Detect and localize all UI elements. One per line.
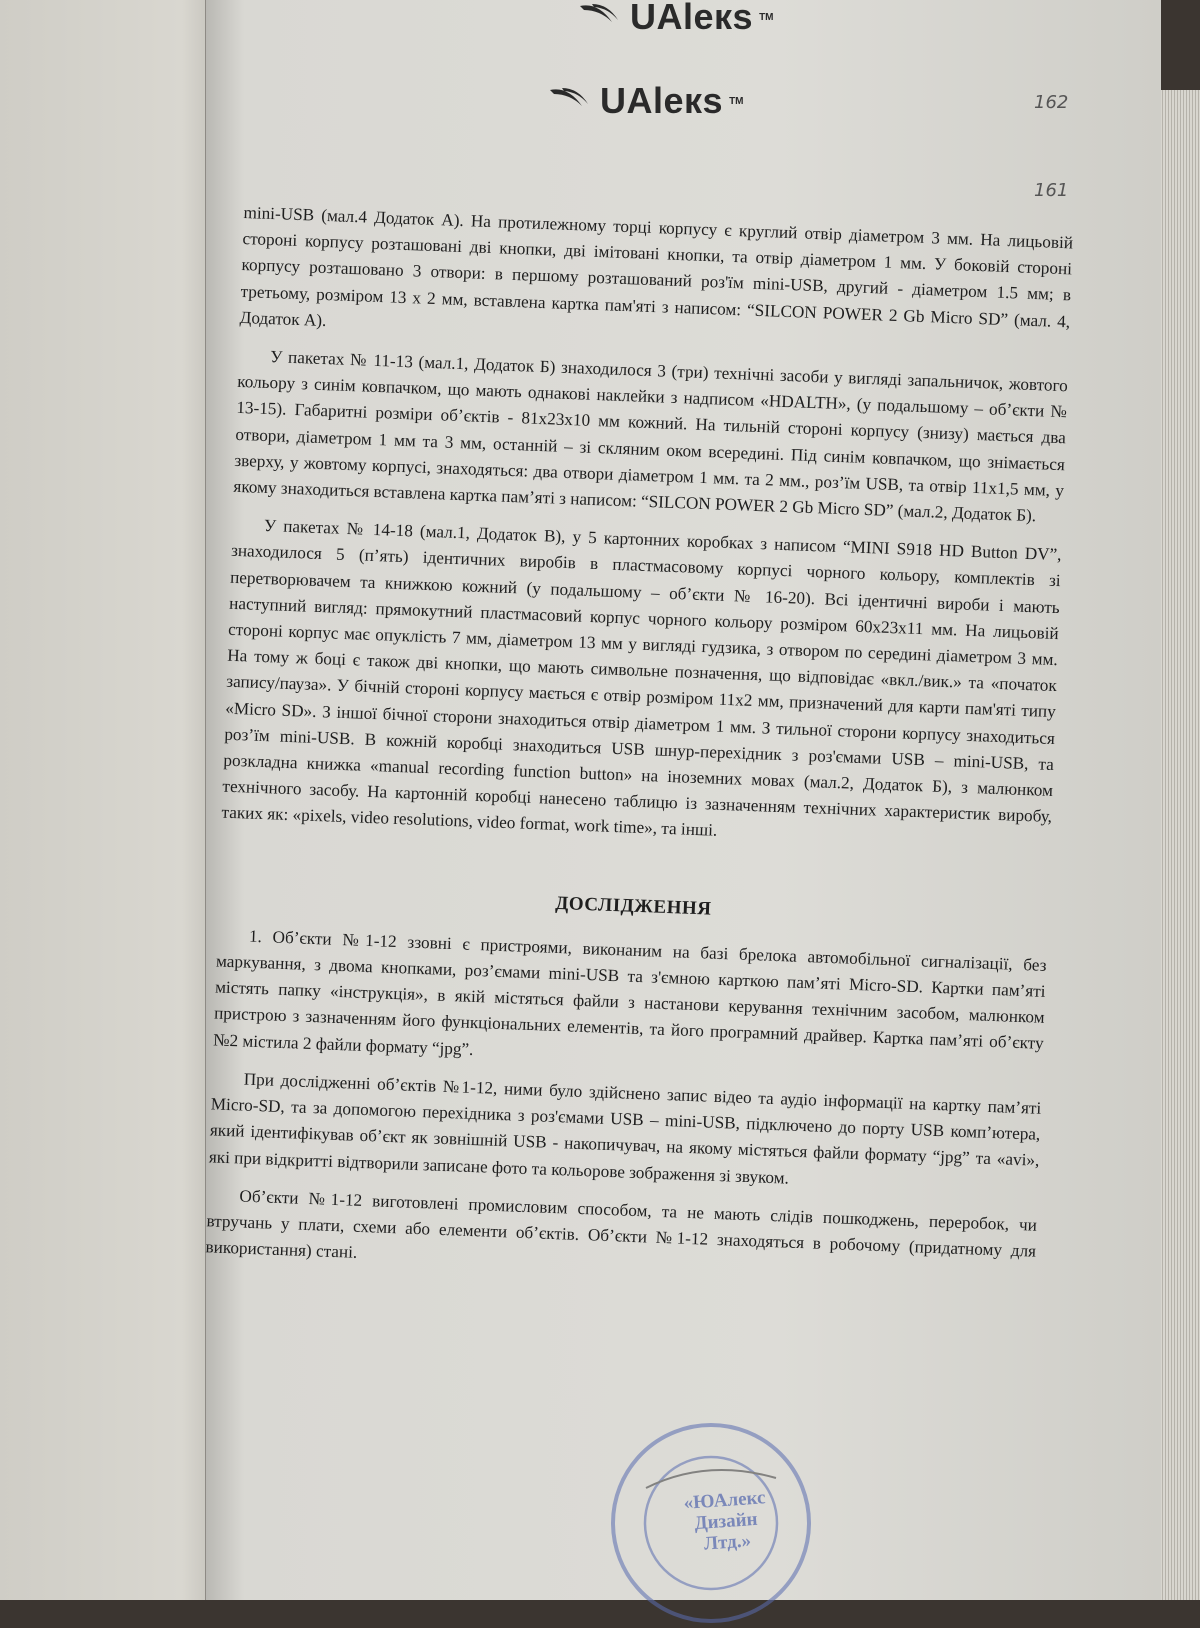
paragraph: У пакетах № 14-18 (мал.1, Додаток В), у 5 картонних коробках з написом “MINI S918 HD Button DV”, знаходилося 5 (п’ять) ідентичних виробів в пластмасовому корпусі чорного кольору, комплектів зі перетворювачем та книжкою кожний (у подальшому – об’єкти № 16-20). Всі ідентичні вироби і мають наступний вигляд: прямокутний пластмасовий корпус чорного кольору розміром 60x23x11 мм. На лицьовій стороні корпус має опуклість 7 мм, діаметром 13 мм у вигляді гудзика, з отвором по середині діаметром 3 мм. На тому ж боці є також дві кнопки, що мають символьне позначення, що відповідає «вкл./вик.» та «початок запису/пауза». У бічній стороні корпусу мається є отвір розміром 11x2 мм, призначений для карти пам'яті типу «Micro SD». З іншої бічної сторони знаходиться отвір діаметром 1 мм. З тильної сторони корпусу знаходиться роз’їм mini-USB. В кожній коробці знаходиться USB шнур-перехідник з роз'ємами USB – mini-USB, та розкладна книжка «manual recording function button» на іноземних мовах (мал.2, Додаток Б), з малюнком технічного засобу. На картонній коробці нанесено таблицю із зазначенням технічних характеристик виробу, таких як: «pixels, video resolutions, video format, work time», та інші. [221, 516, 1062, 841]
paragraph: mini-USB (мал.4 Додаток А). На протилежному торці корпусу є круглий отвір діаметром 3 мм. На лицьовій стороні корпусу розташовані дві кнопки, дві імітовані кнопки, та отвір діаметром 1 мм. У боковій стороні корпусу розташовано 3 отвори: в першому розташований роз'їм mini-USB, другий - діаметром 1.5 мм; в третьому, розміром 13 x 2 мм, вставлена картка пам'яті з написом: “SILCON POWER 2 Gb Micro SD” (мал. 4, Додаток А). [239, 202, 1074, 331]
paragraph: При дослідженні об’єктів №1-12, ними було здійснено запис відео та аудіо інформації на картку пам’яті Micro-SD, та за допомогою перехідника з роз'ємами USB – mini-USB, підключено до порту USB комп’ютера, який ідентифікував об’єкт як зовнішній USB - накопичувач, на якому містяться файли формату “jpg” та «avi», які при відкритті відтворили записане фото та кольорове зображення зі звуком. [208, 1069, 1042, 1188]
header-logo-top [578, 0, 774, 38]
logo-trademark: TM [759, 11, 774, 23]
swoosh-logo-icon [578, 0, 626, 34]
stamp-line: Лтд.» [703, 1530, 752, 1555]
section-heading: ДОСЛІДЖЕННЯ [554, 892, 712, 920]
handwritten-page-number: 162 [1034, 92, 1069, 113]
logo-trademark: TM [729, 95, 744, 107]
document-page [205, 0, 1161, 1600]
logo-wordmark: UAleкs [600, 80, 724, 121]
paragraph: 1. Об’єкти №1-12 ззовні є пристроями, виконаним на базі брелока автомобільної сигналізації, без маркування, з двома кнопками, роз’ємами mini-USB та з'ємною карткою пам’яті Micro-SD. Картки пам’яті містять папку «інструкція», в якій містяться файли з настанови керування технічним засобом, малюнком пристрою з зазначенням його функціональних елементів, та його програмний драйвер. Картка пам’яті об’єкту №2 містила 2 файли формату “jpg”. [212, 926, 1047, 1059]
paragraph: Об’єкти №1-12 виготовлені промисловим способом, та не мають слідів пошкоджень, переробок, чи втручань у плати, схеми або елементи об’єктів. Об’єкти №1-12 знаходяться в робочому (придатному для використання) стані. [205, 1186, 1038, 1262]
document-body [205, 200, 1074, 1303]
swoosh-logo-icon [548, 84, 596, 118]
logo-wordmark: UAleкs [630, 0, 754, 37]
paragraph: У пакетах № 11-13 (мал.1, Додаток Б) знаходилося 3 (три) технічні засоби у вигляді запальничок, жовтого кольору з синім ковпачком, що мають однакові наклейки з надписом «HDALTH», (у подальшому – об’єкти № 13-15). Габаритні розміри об’єктів - 81x23x10 мм кожний. На тильній стороні корпусу (знизу) мається два отвори, діаметром 1 мм та 3 мм, останній – зі скляним оком всередині. Під синім ковпачком, що знімається зверху, у жовтому корпусі, знаходяться: два отвори діаметром 1 мм. та 2 мм., роз’їм USB, та отвір 11x1,5 мм, у якому знаходиться вставлена картка пам’яті з написом: “SILCON POWER 2 Gb Micro SD” (мал.2, Додаток Б). [233, 347, 1069, 526]
stamp-text [664, 1486, 788, 1557]
stamp-line: Дизайн [693, 1508, 759, 1535]
header-logo [548, 80, 744, 122]
handwritten-page-number: 161 [1034, 180, 1069, 201]
stamp-line: «ЮАлекс [682, 1487, 767, 1514]
